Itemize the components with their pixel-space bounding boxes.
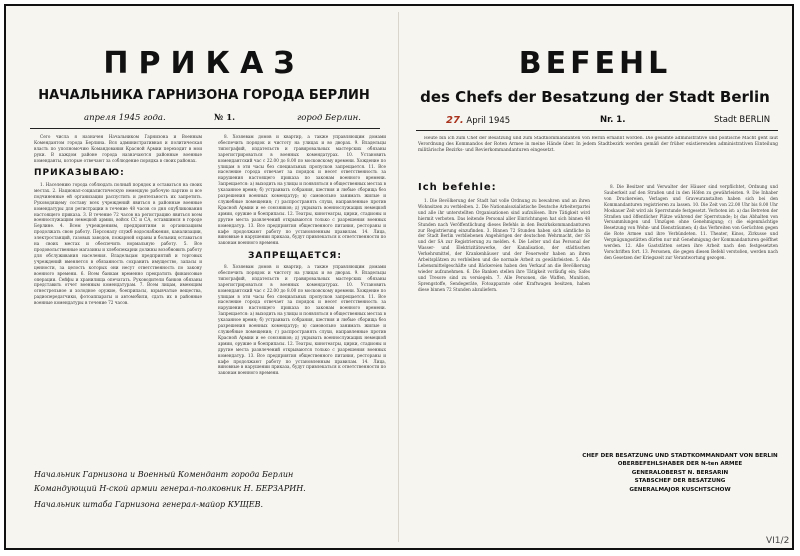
russian-heading-orders: ПРИКАЗЫВАЮ: (34, 168, 125, 178)
russian-city: город Берлин. (297, 113, 361, 123)
german-signature-5: GENERALMAJOR KUSCHTSCHOW (629, 486, 731, 493)
russian-signature-2: Командующий Н-ской армии генерал-полковник Н. БЕРЗАРИН. (34, 484, 306, 493)
russian-signature-3: Начальник штаба Гарнизона генерал-майор КУЩЕВ. (34, 500, 264, 509)
german-date-day: 27. (446, 115, 464, 126)
german-date (446, 115, 510, 126)
archive-code: VI1/2 (766, 536, 790, 546)
russian-divider (30, 128, 380, 129)
poster-frame (4, 4, 794, 550)
german-order-number: Nr. 1. (600, 115, 626, 125)
russian-order-number: № 1. (214, 113, 236, 123)
german-city: Stadt BERLIN (714, 115, 771, 125)
russian-subtitle: НАЧАЛЬНИКА ГАРНИЗОНА ГОРОДА БЕРЛИН (38, 88, 370, 103)
german-column-1: 1. Die Bevölkerung der Stadt hat volle Ordnung zu bewahren und an ihren Wohnsitzen zu verbleiben. 2. Die Nationalsozialistische Deutsche Arbeiterpartei und alle ihr unterstellten Organisationen sind aufzulösen. Ihre Tätigkeit wird hiermit verboten. Das leitende Personal aller Einrichtungen hat sich binnen 48 Stunden nach Veröffentlichung dieses Befehls in den Bezirkskommandanturen zur Registrierung einzufinden. 3. Binnen 72 Stunden haben sich sämtliche in der Stadt Berlin verbliebenen Angehörigen der deutschen Wehrmacht, der SS und der SA zur Registrierung zu melden. 4. Die Leiter und das Personal der Wasser- und Elektrizitätswerke, der Kanalisation, der städtischen Verkehrsmittel, der Krankenhäuser und der Feuerwehr haben an ihren Arbeitsplätzen zu verbleiben und die normale Arbeit zu gewährleisten. 5. Alle Lebensmittelgeschäfte und Bäckereien haben den Verkauf an die Bevölkerung wieder aufzunehmen. 6. Die Banken stellen ihre Tätigkeit vorläufig ein; Safes und Tresore sind zu versiegeln. 7. Alle Personen, die Waffen, Munition, Sprengstoffe, Sendegeräte, Fotoapparate oder Kraftwagen besitzen, haben diese binnen 72 Stunden abzuliefern. (418, 198, 590, 292)
german-intro: Heute bin ich zum Chef der Besatzung und zum Stadtkommandanten von Berlin ernannt worden. Die gesamte administrative und politische Macht geht laut Verordnung des Kommandos der Roten Armee in meine Hände über. In jedem Stadtbezirk werden gemäß der früher existierenden administrativen Einteilung militärische Bezirks- und Revierkommandanturen eingesetzt. (418, 136, 778, 153)
center-fold (398, 12, 399, 542)
german-title: BEFEHL (518, 46, 672, 81)
russian-order (12, 12, 396, 542)
german-date-month: April 1945 (466, 116, 511, 126)
russian-intro: Сего числа я назначен Начальником Гарнизона и Военным Комендантом города Берлина. Вся административная и политическая власть по уполномочию Командования Красной Армии переходит в мои руки. В каждом районе города назначаются районные военные коменданты, которые отвечают за соблюдение порядка в своих районах. (34, 134, 202, 163)
german-order (404, 12, 786, 542)
russian-column-1: 1. Населению города соблюдать полный порядок и оставаться на своих местах. 2. Национал-социалистическую немецкую рабочую партию и все подчиненные ей организации распустить и деятельность их запретить. Руководящему составу всех учреждений явиться в районные военные комендатуры для регистрации в течение 48 часов со дня опубликования настоящего приказа. 3. В течение 72 часов на регистрацию явиться всем военнослужащим немецкой армии, войск СС и СА, оставшимся в городе Берлине. 4. Всем учреждениям, предприятиям и организациям продолжать свою работу. Персоналу служб водоснабжения, канализации, электростанций, газовых заводов, пожарной охраны и больниц оставаться на своих местах и обеспечить нормальную работу. 5. Все продовольственные магазины и хлебопекарни должны возобновить работу для обслуживания населения. Владельцам предприятий и торговых учреждений вменяется в обязанность сохранить имущество, запасы и ценности, за целость которых они несут ответственность по закону военного времени. 6. Всем банкам временно прекратить финансовые операции. Сейфы и хранилища опечатать. Руководители банков обязаны представить отчет военным комендатурам. 7. Всем лицам, имеющим огнестрельное и холодное оружие, боеприпасы, взрывчатые вещества, радиопередатчики, фотоаппараты и автомобили, сдать их в районные военные комендатуры в течение 72 часов. (34, 182, 202, 306)
german-signature-4: STABSCHEF DER BESATZUNG (634, 478, 726, 485)
german-subtitle: des Chefs der Besatzung der Stadt Berlin (420, 88, 770, 106)
german-column-2: 8. Die Besitzer und Verwalter der Häuser sind verpflichtet, Ordnung und Sauberkeit auf den Straßen und in den Höfen zu gewährleisten. 9. Die Inhaber von Druckereien, Verlagen und Graveuranstalten haben sich bei den Kommandanturen registrieren zu lassen. 10. Die Zeit von 22.00 Uhr bis 8.00 Uhr Moskauer Zeit wird als Sperrstunde festgesetzt. Verboten ist: a) das Betreten der Straßen und öffentlicher Plätze während der Sperrstunde; b) das Abhalten von Versammlungen und Umzügen ohne Genehmigung; c) die eigenmächtige Besetzung von Wohn- und Diensträumen; d) das Verbreiten von Gerüchten gegen die Rote Armee und ihre Verbündeten. 11. Theater, Kinos, Zirkusse und Vergnügungsstätten dürfen nur mit Genehmigung der Kommandanturen geöffnet werden. 12. Alle Gaststätten setzen ihre Arbeit nach den festgesetzten Vorschriften fort. 13. Personen, die gegen diesen Befehl verstoßen, werden nach den Gesetzen der Kriegszeit zur Verantwortung gezogen. (604, 184, 778, 260)
russian-heading-forbidden: ЗАПРЕЩАЕТСЯ: (248, 251, 342, 261)
german-heading-orders: Ich befehle: (418, 182, 497, 193)
russian-column-2a: 8. Хозяевам домов и квартир, а также управляющим домами обеспечить порядок и чистоту на улицах и во дворах. 9. Владельцы типографий, издательств и гравировальных мастерских обязаны зарегистрироваться в военных комендатурах. 10. Установить комендантский час с 22.00 до 8.00 по московскому времени. Хождение по улицам в эти часы без специальных пропусков запрещается. 11. Все население города отвечает за порядок и несет ответственность за нарушения настоящего приказа по законам военного времени. Запрещается: а) выходить на улицы и появляться в общественных местах в указанное время; б) устраивать собрания, шествия и любые сборища без разрешения военных комендатур; в) самовольно занимать жилые и служебные помещения; г) распространять слухи, направленные против Красной Армии и ее союзников; д) укрывать военнослужащих немецкой армии, оружие и боеприпасы. 12. Театры, кинотеатры, цирки, стадионы и другие места развлечений открываются только с разрешения военных комендатур. 13. Все предприятия общественного питания, рестораны и кафе продолжают работу по установленным правилам. 14. Лица, виновные в нарушении приказа, будут привлекаться к ответственности по законам военного времени. (218, 134, 386, 246)
german-signature-2: OBERBEFEHLSHABER DER N-ten ARMEE (617, 461, 743, 468)
german-signature-1: CHEF DER BESATZUNG UND STADTKOMMANDANT VON BERLIN (582, 453, 778, 459)
german-signature-block (580, 452, 780, 494)
russian-signature-1: Начальник Гарнизона и Военный Комендант города Берлин (34, 470, 294, 479)
german-signature-3: GENERALOBERST N. BERSARIN (631, 469, 729, 476)
russian-date: апреля 1945 года. (84, 113, 166, 123)
russian-title: ПРИКАЗ (103, 46, 305, 81)
german-divider (416, 130, 778, 131)
russian-column-2b: 8. Хозяевам домов и квартир, а также управляющим домами обеспечить порядок и чистоту на улицах и во дворах. 9. Владельцы типографий, издательств и гравировальных мастерских обязаны зарегистрироваться в военных комендатурах. 10. Установить комендантский час с 22.00 до 8.00 по московскому времени. Хождение по улицам в эти часы без специальных пропусков запрещается. 11. Все население города отвечает за порядок и несет ответственность за нарушения настоящего приказа по законам военного времени. Запрещается: а) выходить на улицы и появляться в общественных местах в указанное время; б) устраивать собрания, шествия и любые сборища без разрешения военных комендатур; в) самовольно занимать жилые и служебные помещения; г) распространять слухи, направленные против Красной Армии и ее союзников; д) укрывать военнослужащих немецкой армии, оружие и боеприпасы. 12. Театры, кинотеатры, цирки, стадионы и другие места развлечений открываются только с разрешения военных комендатур. 13. Все предприятия общественного питания, рестораны и кафе продолжают работу по установленным правилам. 14. Лица, виновные в нарушении приказа, будут привлекаться к ответственности по законам военного времени. (218, 264, 386, 376)
